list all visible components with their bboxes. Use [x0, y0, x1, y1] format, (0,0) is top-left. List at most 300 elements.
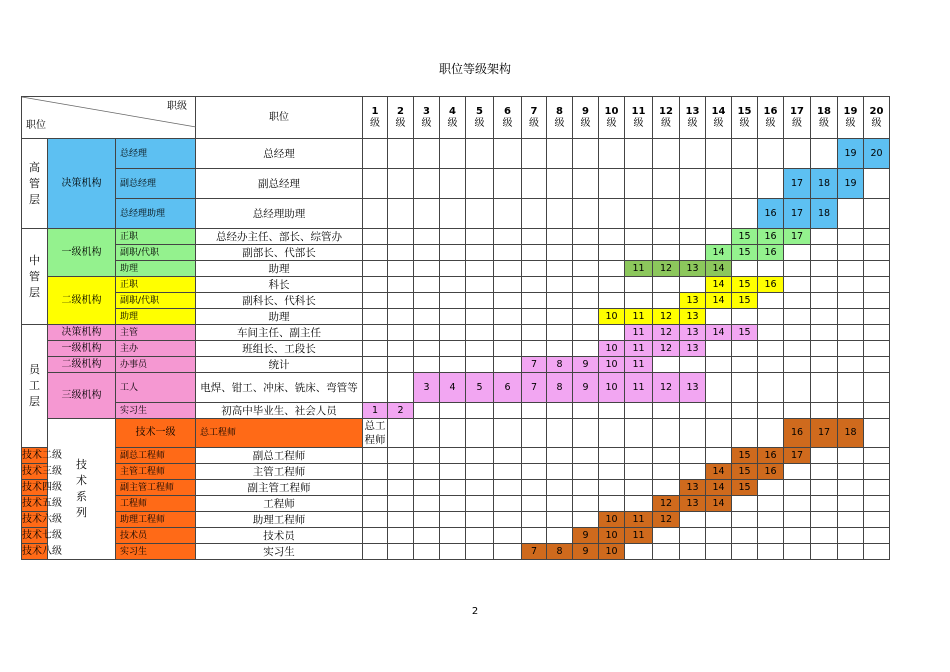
level-cell-18: 18 — [811, 169, 838, 199]
level-cell — [466, 512, 494, 528]
level-cell — [363, 229, 388, 245]
level-number: 3 — [423, 105, 430, 117]
level-suffix: 级 — [606, 117, 617, 129]
level-cell-10: 10 — [599, 373, 625, 403]
sub-role-label: 实习生 — [116, 544, 196, 560]
level-cell — [414, 293, 440, 309]
level-cell — [599, 169, 625, 199]
org-label: 二级机构 — [48, 277, 116, 325]
org-label: 技术二级 — [22, 448, 48, 464]
level-number: 16 — [763, 105, 778, 117]
level-cell-17: 17 — [784, 229, 811, 245]
org-label: 一级机构 — [48, 341, 116, 357]
level-cell — [440, 277, 466, 293]
sub-role-label: 正职 — [116, 229, 196, 245]
level-cell — [547, 480, 573, 496]
level-cell — [732, 139, 758, 169]
level-cell — [388, 528, 414, 544]
level-cell — [625, 403, 653, 419]
level-cell-14: 14 — [706, 261, 732, 277]
level-suffix: 级 — [687, 117, 698, 129]
level-cell-8: 8 — [547, 544, 573, 560]
level-cell — [363, 325, 388, 341]
level-cell-8: 8 — [547, 357, 573, 373]
sub-role-label: 总经理助理 — [116, 199, 196, 229]
level-suffix: 级 — [819, 117, 830, 129]
header-row — [22, 97, 890, 139]
level-number: 9 — [582, 105, 589, 117]
level-cell — [784, 496, 811, 512]
level-cell — [522, 528, 547, 544]
position-name: 总经理助理 — [196, 199, 363, 229]
sub-role-label: 总经理 — [116, 139, 196, 169]
level-cell — [466, 229, 494, 245]
level-cell-16: 16 — [784, 419, 811, 448]
level-cell — [784, 512, 811, 528]
level-cell — [758, 357, 784, 373]
level-header-2 — [388, 97, 414, 139]
level-cell — [784, 293, 811, 309]
level-cell — [388, 464, 414, 480]
level-cell — [466, 496, 494, 512]
level-cell — [811, 496, 838, 512]
level-suffix: 级 — [792, 117, 803, 129]
position-name: 助理 — [196, 309, 363, 325]
level-cell-5: 5 — [466, 373, 494, 403]
sub-role-label: 技术员 — [116, 528, 196, 544]
job-level-table — [21, 96, 890, 560]
table-row — [22, 480, 890, 496]
level-cell — [466, 464, 494, 480]
level-cell — [466, 325, 494, 341]
level-cell-17: 17 — [784, 448, 811, 464]
level-cell — [573, 448, 599, 464]
level-cell-14: 14 — [706, 277, 732, 293]
level-cell — [363, 464, 388, 480]
level-cell — [573, 464, 599, 480]
level-cell — [388, 544, 414, 560]
level-cell — [625, 199, 653, 229]
level-cell — [440, 512, 466, 528]
position-name: 主管工程师 — [196, 464, 363, 480]
level-cell — [811, 293, 838, 309]
table-row — [22, 293, 890, 309]
level-number: 17 — [790, 105, 804, 117]
level-cell — [625, 464, 653, 480]
level-number: 13 — [685, 105, 700, 117]
level-cell — [522, 169, 547, 199]
level-cell — [494, 229, 522, 245]
level-cell — [522, 309, 547, 325]
level-cell — [414, 341, 440, 357]
level-cell — [414, 245, 440, 261]
level-cell — [864, 309, 890, 325]
level-cell — [388, 419, 414, 448]
level-suffix: 级 — [529, 117, 540, 129]
level-cell — [363, 139, 388, 169]
level-cell — [758, 309, 784, 325]
group-label: 员 工 层 — [22, 325, 48, 448]
position-name: 实习生 — [196, 544, 363, 560]
level-cell — [758, 544, 784, 560]
sub-role-label: 正职 — [116, 277, 196, 293]
level-suffix: 级 — [502, 117, 513, 129]
level-cell — [547, 293, 573, 309]
level-cell — [494, 357, 522, 373]
level-cell — [363, 277, 388, 293]
level-cell — [522, 496, 547, 512]
level-cell — [547, 229, 573, 245]
level-cell — [706, 419, 732, 448]
level-cell — [522, 512, 547, 528]
level-cell — [732, 419, 758, 448]
position-name: 副主管工程师 — [196, 480, 363, 496]
level-cell-9: 9 — [573, 373, 599, 403]
level-number: 1 — [371, 105, 379, 117]
level-cell-15: 15 — [732, 325, 758, 341]
level-cell — [784, 309, 811, 325]
level-cell — [494, 403, 522, 419]
level-cell-20: 20 — [864, 139, 890, 169]
level-cell — [625, 139, 653, 169]
level-cell — [864, 199, 890, 229]
level-cell — [573, 229, 599, 245]
level-cell — [494, 496, 522, 512]
level-header-15 — [732, 97, 758, 139]
position-name: 技术员 — [196, 528, 363, 544]
level-cell — [625, 448, 653, 464]
level-cell — [625, 229, 653, 245]
level-cell — [363, 245, 388, 261]
level-cell — [573, 277, 599, 293]
level-cell — [388, 293, 414, 309]
level-cell — [864, 341, 890, 357]
level-cell — [758, 403, 784, 419]
level-cell — [494, 325, 522, 341]
level-cell — [599, 403, 625, 419]
level-cell — [864, 403, 890, 419]
level-cell — [864, 277, 890, 293]
level-cell-10: 10 — [599, 544, 625, 560]
level-cell — [838, 229, 864, 245]
level-cell — [758, 419, 784, 448]
level-number: 4 — [449, 105, 456, 117]
level-cell — [547, 199, 573, 229]
level-cell — [494, 480, 522, 496]
org-label: 技术三级 — [22, 464, 48, 480]
table-row — [22, 199, 890, 229]
corner-level-label: 职级 — [167, 101, 188, 112]
level-cell — [758, 341, 784, 357]
level-cell — [414, 496, 440, 512]
level-suffix: 级 — [871, 117, 882, 129]
level-cell — [363, 496, 388, 512]
level-cell — [363, 357, 388, 373]
level-cell — [706, 229, 732, 245]
level-cell-10: 10 — [599, 341, 625, 357]
level-cell-10: 10 — [599, 357, 625, 373]
level-cell — [864, 544, 890, 560]
level-cell — [440, 448, 466, 464]
level-cell-14: 14 — [706, 480, 732, 496]
table-row — [22, 528, 890, 544]
level-cell — [864, 480, 890, 496]
level-cell-13: 13 — [680, 261, 706, 277]
level-cell — [653, 277, 680, 293]
level-cell — [547, 261, 573, 277]
level-cell-16: 16 — [758, 245, 784, 261]
level-cell-8: 8 — [547, 373, 573, 403]
level-header-3 — [414, 97, 440, 139]
level-cell — [838, 373, 864, 403]
level-cell — [784, 277, 811, 293]
level-cell — [625, 245, 653, 261]
level-cell — [838, 245, 864, 261]
level-cell — [414, 528, 440, 544]
level-cell — [388, 512, 414, 528]
level-suffix: 级 — [370, 117, 381, 129]
level-cell-13: 13 — [680, 293, 706, 309]
level-cell — [414, 403, 440, 419]
level-number: 2 — [397, 105, 404, 117]
level-cell — [522, 419, 547, 448]
level-cell — [573, 341, 599, 357]
level-cell — [466, 169, 494, 199]
level-cell-11: 11 — [625, 373, 653, 403]
level-cell-17: 17 — [784, 169, 811, 199]
level-cell — [625, 293, 653, 309]
org-label: 技术六级 — [22, 512, 48, 528]
level-cell — [363, 309, 388, 325]
table-row — [22, 464, 890, 480]
level-number: 5 — [476, 105, 483, 117]
level-cell-7: 7 — [522, 544, 547, 560]
level-cell — [547, 169, 573, 199]
level-cell-16: 16 — [758, 277, 784, 293]
level-suffix: 级 — [633, 117, 644, 129]
level-cell — [784, 261, 811, 277]
level-cell — [414, 261, 440, 277]
level-cell — [440, 464, 466, 480]
level-cell — [466, 139, 494, 169]
level-cell — [599, 480, 625, 496]
level-cell — [440, 528, 466, 544]
level-cell — [680, 512, 706, 528]
level-cell — [466, 341, 494, 357]
level-number: 14 — [711, 105, 726, 117]
level-cell — [388, 169, 414, 199]
table-row — [22, 544, 890, 560]
level-cell-12: 12 — [653, 496, 680, 512]
position-name: 统计 — [196, 357, 363, 373]
level-cell — [732, 512, 758, 528]
level-cell — [811, 229, 838, 245]
org-label: 决策机构 — [48, 139, 116, 229]
org-label: 技术八级 — [22, 544, 48, 560]
sub-role-label: 副职/代职 — [116, 293, 196, 309]
level-cell — [811, 373, 838, 403]
level-cell — [440, 341, 466, 357]
corner-position-label: 职位 — [26, 120, 46, 131]
level-cell-16: 16 — [758, 199, 784, 229]
level-cell-10: 10 — [599, 309, 625, 325]
level-cell — [758, 325, 784, 341]
sub-role-label: 主管 — [116, 325, 196, 341]
level-cell-12: 12 — [653, 309, 680, 325]
level-cell — [811, 309, 838, 325]
level-cell — [466, 277, 494, 293]
level-cell — [811, 277, 838, 293]
level-cell — [414, 277, 440, 293]
level-cell — [522, 229, 547, 245]
level-cell — [838, 464, 864, 480]
level-cell — [784, 544, 811, 560]
page-title: 职位等级架构 — [438, 62, 511, 76]
table-row — [22, 229, 890, 245]
level-cell — [680, 199, 706, 229]
level-cell — [706, 169, 732, 199]
level-cell — [414, 544, 440, 560]
level-cell — [440, 544, 466, 560]
level-cell — [466, 245, 494, 261]
level-cell — [388, 199, 414, 229]
sub-role-label: 副主管工程师 — [116, 480, 196, 496]
level-cell — [494, 448, 522, 464]
level-cell — [466, 199, 494, 229]
level-header-13 — [680, 97, 706, 139]
level-cell — [838, 341, 864, 357]
level-cell — [811, 403, 838, 419]
level-cell — [547, 309, 573, 325]
level-cell — [599, 448, 625, 464]
level-number: 11 — [631, 105, 646, 117]
level-cell-11: 11 — [625, 341, 653, 357]
level-cell — [466, 448, 494, 464]
position-name: 副科长、代科长 — [196, 293, 363, 309]
table-row — [22, 169, 890, 199]
level-cell — [573, 199, 599, 229]
level-cell — [414, 419, 440, 448]
level-cell — [522, 245, 547, 261]
level-cell — [466, 544, 494, 560]
level-cell — [522, 403, 547, 419]
position-name: 总经办主任、部长、综管办 — [196, 229, 363, 245]
level-suffix: 级 — [580, 117, 591, 129]
position-name: 车间主任、副主任 — [196, 325, 363, 341]
position-name: 助理 — [196, 261, 363, 277]
level-cell — [811, 357, 838, 373]
level-cell — [653, 357, 680, 373]
table-row — [22, 277, 890, 293]
level-cell — [864, 357, 890, 373]
level-cell — [547, 512, 573, 528]
table-row — [22, 357, 890, 373]
level-cell — [466, 357, 494, 373]
level-header-20 — [864, 97, 890, 139]
level-cell — [784, 403, 811, 419]
position-name: 总经理 — [196, 139, 363, 169]
level-cell-12: 12 — [653, 261, 680, 277]
level-number: 20 — [869, 105, 884, 117]
level-cell — [547, 403, 573, 419]
level-cell — [864, 261, 890, 277]
level-cell — [547, 277, 573, 293]
level-cell-15: 15 — [732, 245, 758, 261]
level-cell — [680, 419, 706, 448]
level-cell-18: 18 — [811, 199, 838, 229]
table-row — [22, 341, 890, 357]
table-row — [22, 512, 890, 528]
level-cell — [680, 357, 706, 373]
level-cell-13: 13 — [680, 373, 706, 403]
level-cell — [838, 512, 864, 528]
level-cell — [838, 544, 864, 560]
level-cell — [573, 325, 599, 341]
table-row — [22, 496, 890, 512]
level-cell — [599, 139, 625, 169]
position-name: 副部长、代部长 — [196, 245, 363, 261]
level-cell — [573, 169, 599, 199]
level-cell-6: 6 — [494, 373, 522, 403]
level-cell — [680, 277, 706, 293]
level-cell — [599, 261, 625, 277]
level-cell — [388, 261, 414, 277]
level-cell-13: 13 — [680, 325, 706, 341]
level-cell — [811, 139, 838, 169]
level-suffix: 级 — [765, 117, 776, 129]
level-cell-13: 13 — [680, 309, 706, 325]
level-header-18 — [811, 97, 838, 139]
level-cell — [758, 169, 784, 199]
level-cell — [653, 480, 680, 496]
level-cell — [758, 496, 784, 512]
org-label: 一级机构 — [48, 229, 116, 277]
level-cell — [732, 309, 758, 325]
org-label: 三级机构 — [48, 373, 116, 419]
org-label: 决策机构 — [48, 325, 116, 341]
level-cell — [653, 139, 680, 169]
level-cell — [811, 448, 838, 464]
level-cell-15: 15 — [732, 464, 758, 480]
level-cell — [466, 403, 494, 419]
level-cell — [522, 480, 547, 496]
level-cell — [573, 419, 599, 448]
level-cell-14: 14 — [706, 245, 732, 261]
level-cell-11: 11 — [625, 528, 653, 544]
level-cell — [706, 373, 732, 403]
level-cell — [440, 403, 466, 419]
level-cell — [706, 341, 732, 357]
level-cell — [363, 448, 388, 464]
level-cell — [599, 229, 625, 245]
level-cell — [363, 480, 388, 496]
level-cell-15: 15 — [732, 277, 758, 293]
level-cell — [388, 139, 414, 169]
level-cell — [653, 448, 680, 464]
level-cell — [864, 245, 890, 261]
level-cell — [838, 199, 864, 229]
level-suffix: 级 — [554, 117, 565, 129]
level-cell-18: 18 — [838, 419, 864, 448]
level-cell — [811, 325, 838, 341]
level-cell — [706, 309, 732, 325]
level-cell — [706, 544, 732, 560]
position-name: 副总经理 — [196, 169, 363, 199]
level-cell — [732, 199, 758, 229]
level-cell — [599, 199, 625, 229]
level-cell-11: 11 — [625, 512, 653, 528]
position-name: 初高中毕业生、社会人员 — [196, 403, 363, 419]
